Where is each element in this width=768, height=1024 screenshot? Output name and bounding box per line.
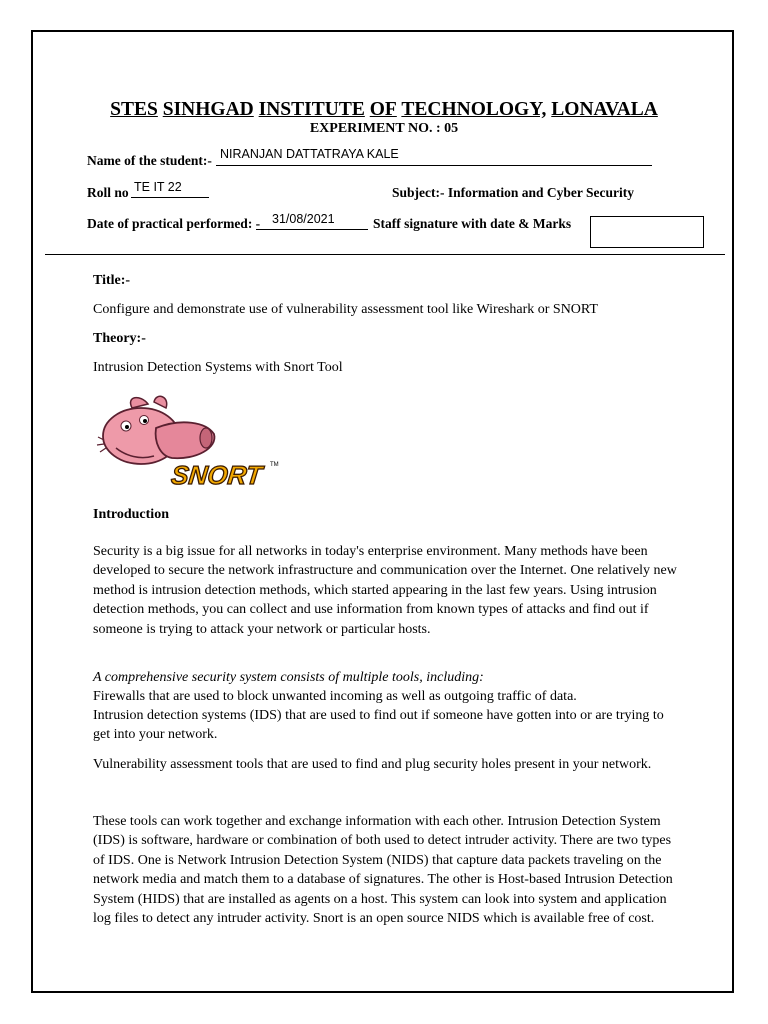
theory-heading: Theory:-: [93, 331, 146, 346]
date-value: 31/08/2021: [272, 212, 335, 226]
ids-line: Intrusion detection systems (IDS) that are used to find out if someone have gotten into or are trying to get into your network.: [93, 708, 664, 743]
institute-word: TECHNOLOGY,: [401, 99, 547, 120]
student-name-value: NIRANJAN DATTATRAYA KALE: [220, 147, 399, 161]
firewalls-line: Firewalls that are used to block unwanted incoming as well as outgoing traffic of data.: [93, 689, 577, 704]
theory-text: Intrusion Detection Systems with Snort Tool: [93, 360, 343, 375]
institute-title: [0, 99, 768, 121]
snort-pig-logo: [96, 394, 286, 490]
staff-signature-label: Staff signature with date & Marks: [373, 216, 572, 231]
institute-word: SINHGAD: [162, 99, 254, 120]
tools-paragraph: These tools can work together and exchange information with each other. Intrusion Detection System (IDS) is software, hardware or combination of both used to detect intruder activity. There are two types of IDS. One is Network Intrusion Detection System (NIDS) that capture data packets traveling on the network media and match them to a database of signatures. The other is Host-based Intrusion Detection System (HIDS) that are installed as agents on a host. This system can look into system and application log files to detect any intruder activity. Snort is an open source NIDS which is available free of cost.: [93, 814, 673, 927]
roll-no-line: [131, 197, 209, 198]
title-text: Configure and demonstrate use of vulnerability assessment tool like Wireshark or SNORT: [93, 302, 598, 317]
roll-no-label: Roll no: [87, 185, 129, 200]
snort-logo-tm: TM: [270, 462, 279, 468]
introduction-heading: Introduction: [93, 507, 169, 522]
tools-intro-line: A comprehensive security system consists of multiple tools, including:: [93, 670, 484, 685]
marks-box: [590, 216, 704, 248]
experiment-number: EXPERIMENT NO. : 05: [309, 121, 459, 136]
date-line: [256, 229, 368, 230]
student-name-line: [216, 165, 652, 166]
header-divider: [45, 254, 725, 255]
student-name-label: Name of the student:-: [87, 153, 212, 168]
date-label: Date of practical performed: -: [87, 216, 261, 231]
roll-no-value: TE IT 22: [134, 180, 182, 194]
title-heading: Title:-: [93, 273, 131, 288]
introduction-paragraph: Security is a big issue for all networks in today's enterprise environment. Many methods have been developed to secure the network infrastructure and communication over the Internet. One relatively new method is intrusion detection methods, which started appearing in the last few years. Using intrusion detection methods, you can collect and use information from known types of attacks and find out if someone is trying to attack your network or particular hosts.: [93, 544, 677, 637]
institute-word: OF: [369, 99, 397, 120]
institute-word: STES: [110, 99, 158, 120]
institute-word: LONAVALA: [551, 99, 658, 120]
subject-label: Subject:- Information and Cyber Security: [392, 185, 634, 200]
snort-logo-text: SNORT: [169, 460, 264, 490]
institute-word: INSTITUTE: [258, 99, 365, 120]
vulnerability-line: Vulnerability assessment tools that are used to find and plug security holes present in your network.: [93, 757, 652, 772]
